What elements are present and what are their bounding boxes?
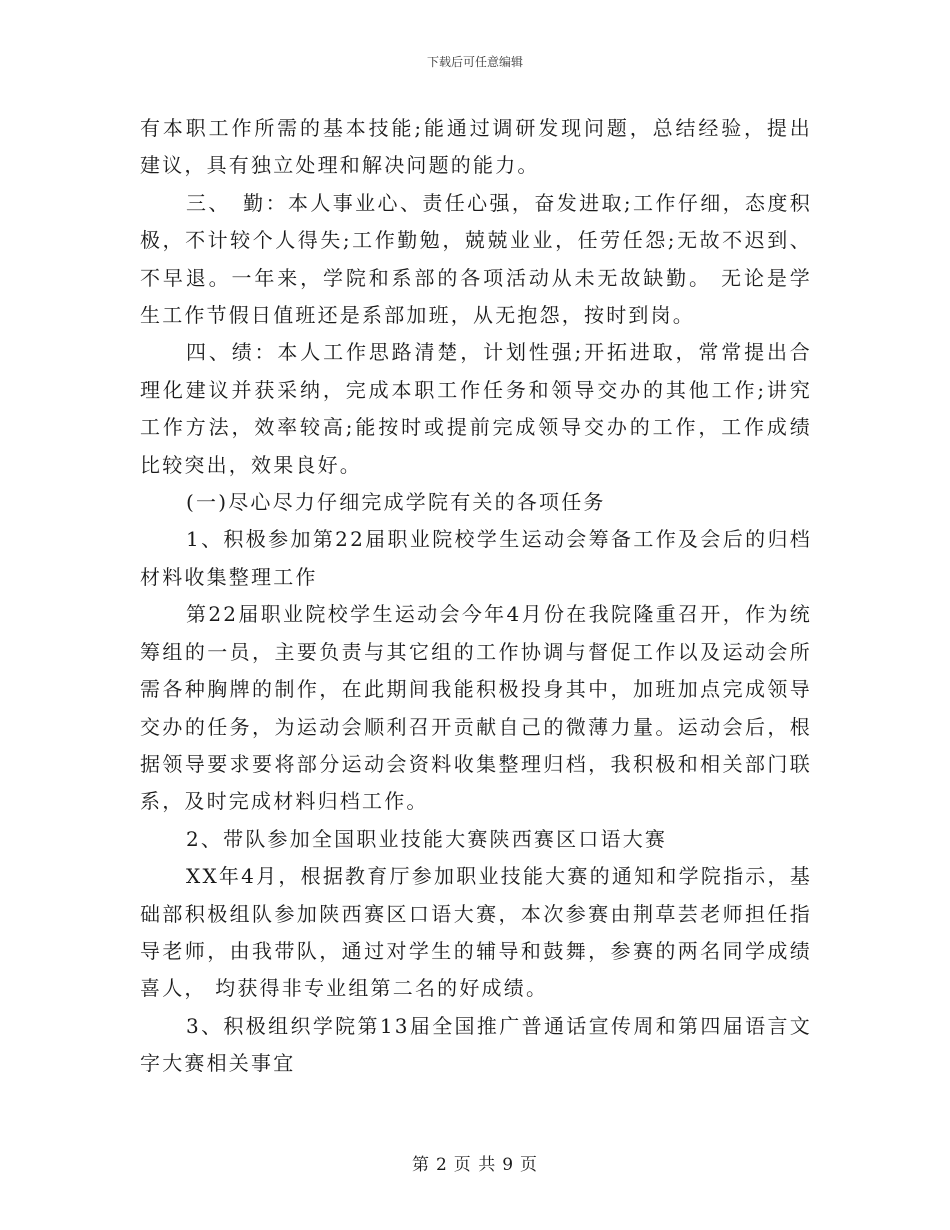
paragraph: 四、绩：本人工作思路清楚，计划性强;开拓进取，常常提出合理化建议并获采纳，完成本职工作任务和领导交办的其他工作;讲究工作方法，效率较高;能按时或提前完成领导交办的工作，工作成绩比较突出，效果良好。	[140, 340, 812, 477]
footer-middle: 页 共	[453, 1155, 497, 1175]
document-body	[140, 110, 812, 1083]
current-page-number: 2	[435, 1155, 448, 1175]
item-heading: 3、积极组织学院第13届全国推广普通话宣传周和第四届语言文字大赛相关事宜	[140, 1013, 812, 1076]
paragraph: 有本职工作所需的基本技能;能通过调研发现问题，总结经验，提出建议，具有独立处理和解决问题的能力。	[140, 116, 812, 178]
paragraph: 第22届职业院校学生运动会今年4月份在我院隆重召开，作为统筹组的一员，主要负责与其它组的工作协调与督促工作以及运动会所需各种胸牌的制作，在此期间我能积极投身其中，加班加点完成领导交办的任务，为运动会顺利召开贡献自己的微薄力量。运动会后，根据领导要求要将部分运动会资料收集整理归档，我积极和相关部门联系，及时完成材料归档工作。	[140, 602, 812, 814]
page-footer	[0, 1154, 950, 1176]
item-heading: 1、积极参加第22届职业院校学生运动会筹备工作及会后的归档材料收集整理工作	[140, 527, 812, 589]
paragraph: 三、 勤：本人事业心、责任心强，奋发进取;工作仔细，态度积极，不计较个人得失;工作勤勉，兢兢业业，任劳任怨;无故不迟到、不早退。一年来，学院和系部的各项活动从未无故缺勤。 无论是学生工作节假日值班还是系部加班，从无抱怨，按时到岗。	[140, 190, 812, 328]
item-heading: 2、带队参加全国职业技能大赛陕西赛区口语大赛	[186, 826, 668, 851]
footer-suffix: 页	[520, 1155, 539, 1175]
section-heading: (一)尽心尽力仔细完成学院有关的各项任务	[186, 490, 606, 515]
total-page-count: 9	[502, 1155, 515, 1175]
paragraph: XX年4月，根据教育厅参加职业技能大赛的通知和学院指示，基础部积极组队参加陕西赛区口语大赛，本次参赛由荆草芸老师担任指导老师，由我带队，通过对学生的辅导和鼓舞，参赛的两名同学成绩喜人， 均获得非专业组第二名的好成绩。	[140, 864, 812, 1001]
footer-prefix: 第	[411, 1155, 430, 1175]
page-header-note: 下载后可任意编辑	[426, 55, 523, 69]
